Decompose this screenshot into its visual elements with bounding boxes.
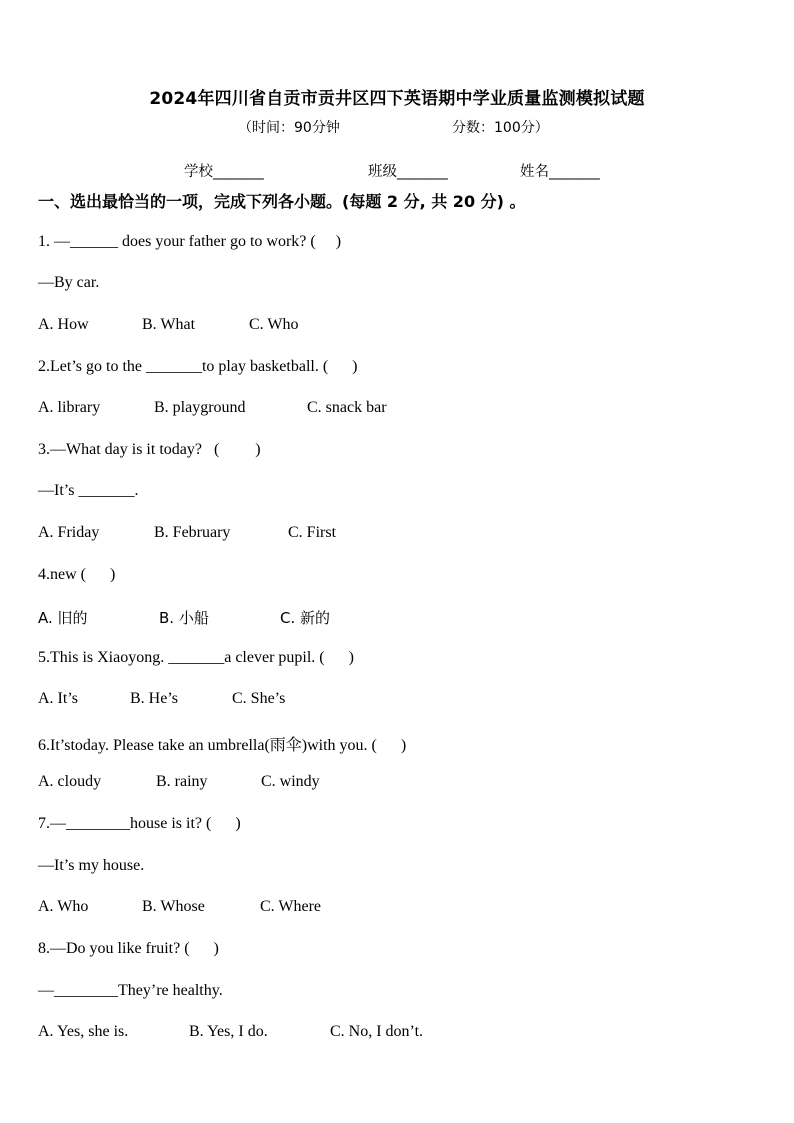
option-c[interactable]: C. No, I don’t. [330, 1023, 424, 1040]
name-field: 姓名_______ [520, 164, 600, 180]
class-field: 班级_______ [368, 164, 448, 180]
option-a[interactable]: A. library [38, 399, 101, 416]
option-c[interactable]: C. 新的 [280, 609, 331, 627]
option-c[interactable]: C. windy [261, 773, 320, 790]
option-a[interactable]: A. Yes, she is. [38, 1023, 129, 1040]
question-stem: 3.—What day is it today? ( ) [38, 441, 261, 458]
option-c[interactable]: C. Where [260, 898, 322, 915]
question-stem: 6.It’stoday. Please take an umbrella(雨伞)with you. ( ) [38, 737, 407, 754]
option-c[interactable]: C. First [288, 524, 337, 541]
option-a[interactable]: A. How [38, 316, 89, 333]
option-a[interactable]: A. cloudy [38, 773, 102, 790]
question-stem: 5.This is Xiaoyong. _______a clever pupil. ( ) [38, 649, 354, 666]
option-a[interactable]: A. Friday [38, 524, 100, 541]
option-a[interactable]: A. Who [38, 898, 89, 915]
exam-score: 分数：100分） [452, 120, 549, 136]
option-b[interactable]: B. rainy [156, 773, 208, 790]
option-b[interactable]: B. He’s [130, 690, 178, 707]
question-stem: 4.new ( ) [38, 566, 116, 583]
question-answer-line: —It’s my house. [38, 857, 145, 874]
option-b[interactable]: B. Yes, I do. [189, 1023, 268, 1040]
exam-title: 2024年四川省自贡市贡井区四下英语期中学业质量监测模拟试题 [149, 89, 645, 109]
option-b[interactable]: B. Whose [142, 898, 205, 915]
question-answer-line: —It’s _______. [38, 482, 139, 499]
option-c[interactable]: C. snack bar [307, 399, 387, 416]
option-c[interactable]: C. She’s [232, 690, 286, 707]
option-a[interactable]: A. It’s [38, 690, 78, 707]
option-a[interactable]: A. 旧的 [38, 609, 88, 627]
question-stem: 8.—Do you like fruit? ( ) [38, 940, 219, 957]
option-c[interactable]: C. Who [249, 316, 299, 333]
question-stem: 7.—________house is it? ( ) [38, 815, 241, 832]
question-answer-line: —By car. [38, 274, 100, 291]
question-answer-line: —________They’re healthy. [38, 982, 223, 999]
question-stem: 1. —______ does your father go to work? ( ) [38, 233, 342, 250]
exam-time: （时间：90分钟 [238, 120, 340, 136]
option-b[interactable]: B. playground [154, 399, 246, 416]
option-b[interactable]: B. 小船 [159, 609, 209, 627]
question-stem: 2.Let’s go to the _______to play basketball. ( ) [38, 358, 358, 375]
option-b[interactable]: B. February [154, 524, 231, 541]
section-title: 一、选出最恰当的一项，完成下列各小题。(每题 2 分, 共 20 分) 。 [38, 192, 526, 211]
option-b[interactable]: B. What [142, 316, 196, 333]
school-field: 学校_______ [184, 164, 264, 180]
